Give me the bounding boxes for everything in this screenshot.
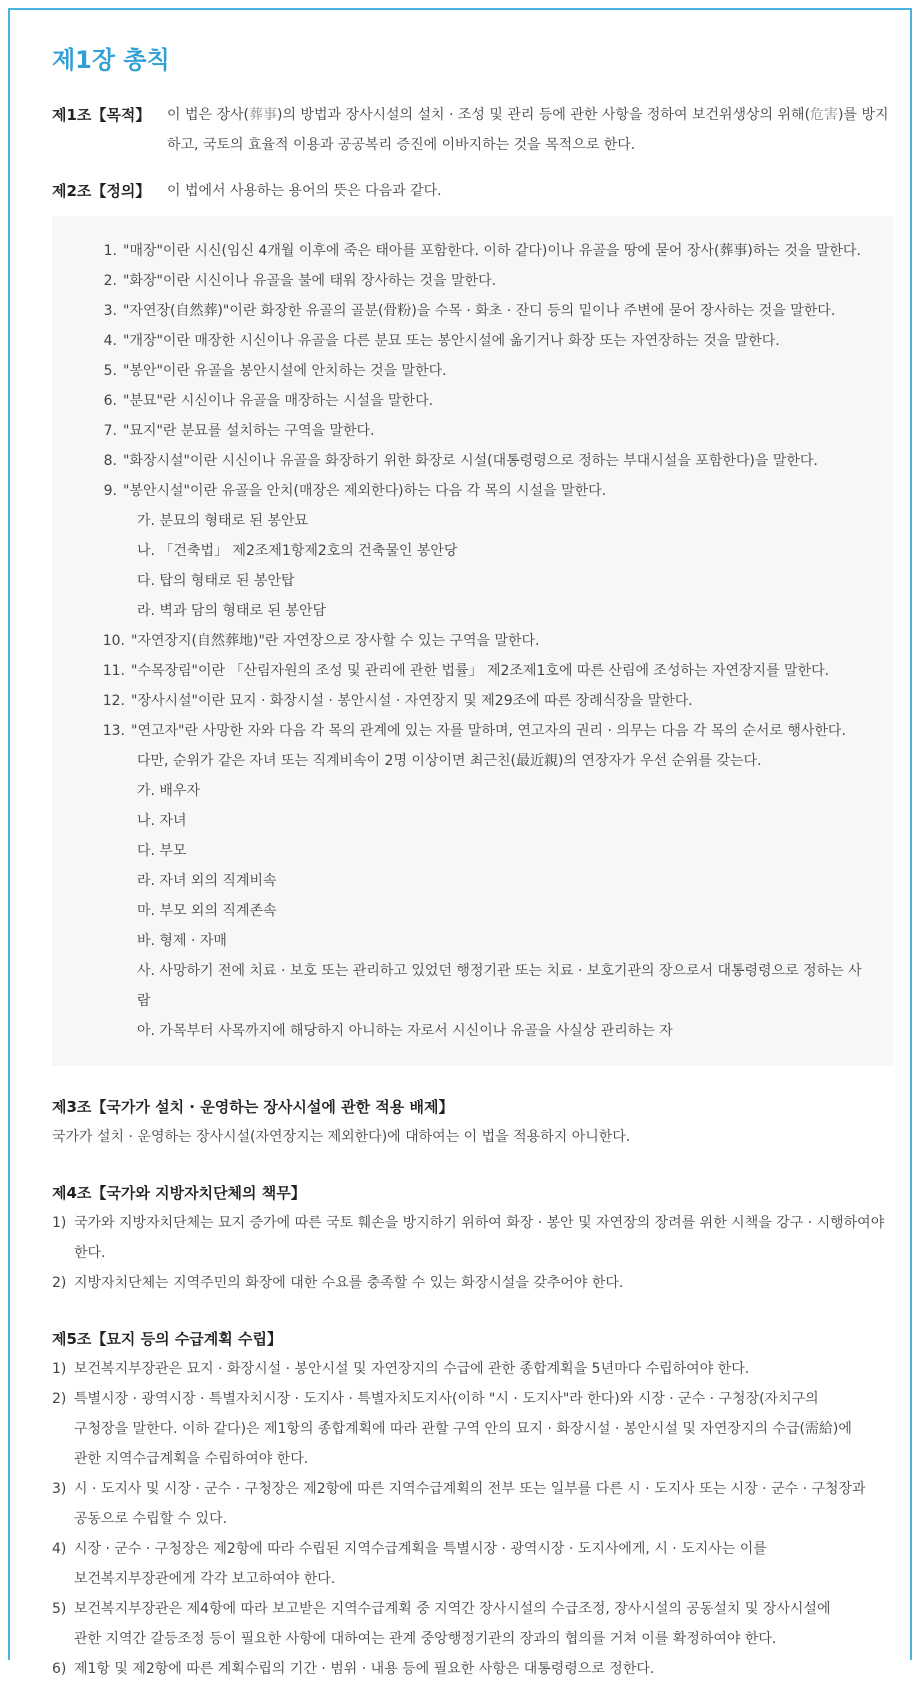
definition-text: "매장"이란 시신(임신 4개월 이후에 죽은 태아를 포함한다. 이하 같다)이나 유골을 땅에 묻어 장사(葬事)하는 것을 말한다. [123,243,861,259]
article-1-text [167,100,894,160]
definition-number: 10. [102,633,125,649]
item-line: 공동으로 수립할 수 있다. [74,1511,228,1527]
article-4-items [52,1208,894,1298]
definition-item [76,626,870,656]
item-number: 1) [52,1215,67,1231]
numbered-item [52,1534,894,1594]
definition-text: "자연장(自然葬)"이란 화장한 유골의 골분(骨粉)을 수목 · 화초 · 잔디 등의 밑이나 주변에 묻어 장사하는 것을 말한다. [123,303,836,319]
item-line: 관한 지역간 갈등조정 등이 필요한 사항에 대하여는 관계 중앙행정기관의 장과의 협의를 거쳐 이를 확정하여야 한다. [74,1631,777,1647]
definition-number: 11. [102,663,125,679]
definition-subitem: 다. 부모 [137,843,187,859]
definitions-list-b [76,626,870,746]
item-line: 시장 · 군수 · 구청장은 제2항에 따라 수립된 지역수급계획을 특별시장 · 광역시장 · 도지사에게, 시 · 도지사는 이를 [74,1541,767,1557]
definition-subitem: 나. 「건축법」 제2조제1항제2호의 건축물인 봉안당 [137,543,458,559]
definitions-list-a [76,236,870,506]
item-line: 보건복지부장관은 묘지 · 화장시설 · 봉안시설 및 자연장지의 수급에 관한 종합계획을 5년마다 수립하여야 한다. [74,1361,750,1377]
definition-number: 5. [103,363,117,379]
item-number: 6) [52,1661,67,1677]
item-number: 2) [52,1391,67,1407]
item-line: 제1항 및 제2항에 따른 계획수립의 기간 · 범위 · 내용 등에 필요한 사항은 대통령령으로 정한다. [74,1661,655,1677]
definition-text: "묘지"란 분묘를 설치하는 구역을 말한다. [123,423,375,439]
article-1-text-a: 이 법은 장사( [167,107,249,123]
definition-number: 2. [103,273,117,289]
definition-number: 7. [103,423,117,439]
item-number: 4) [52,1541,67,1557]
definition-number: 8. [103,453,117,469]
article-1-text-b: )의 방법과 장사시설의 설치 · 조성 및 관리 등에 관한 사항을 정하여 보건위생상의 위해( [276,107,811,123]
definition-number: 12. [102,693,125,709]
definitions-box [52,216,894,1066]
definition-subitem: 가. 분묘의 형태로 된 봉안묘 [137,513,309,529]
definition-text: "봉안"이란 유골을 봉안시설에 안치하는 것을 말한다. [123,363,447,379]
definition-item [76,356,870,386]
article-1-text-c: )를 방지하고, 국토의 효율적 이용과 공공복리 증진에 이바지하는 것을 목적으로 한다. [167,107,889,153]
definition-item [76,476,870,506]
definition-item [76,236,870,266]
item-text [74,1208,894,1268]
numbered-item [52,1384,894,1474]
article-4-title: 제4조【국가와 지방자치단체의 책무】 [52,1184,306,1202]
definition-item [76,656,870,686]
item-text [74,1654,894,1684]
article-5 [52,1324,894,1684]
hanja-b: 危害 [810,107,839,123]
definition-text: "봉안시설"이란 유골을 안치(매장은 제외한다)하는 다음 각 목의 시설을 말한다. [123,483,607,499]
article-1 [52,100,894,160]
item-number: 3) [52,1481,67,1497]
definition-text: "연고자"란 사망한 자와 다음 각 목의 관계에 있는 자를 말하며, 연고자의 권리 · 의무는 다음 각 목의 순서로 행사한다. [131,723,846,739]
definition-subitem: 가. 배우자 [137,783,200,799]
document-content [52,44,894,1684]
item-line: 특별시장 · 광역시장 · 특별자치시장 · 도지사 · 특별자치도지사(이하 "시 · 도지사"라 한다)와 시장 · 군수 · 구청장(자치구의 [74,1391,819,1407]
item-line: 보건복지부장관에게 각각 보고하여야 한다. [74,1571,336,1587]
item-line: 관한 지역수급계획을 수립하여야 한다. [74,1451,309,1467]
definition-text: "화장시설"이란 시신이나 유골을 화장하기 위한 화장로 시설(대통령령으로 정하는 부대시설을 포함한다)을 말한다. [123,453,818,469]
numbered-item [52,1654,894,1684]
definition-item [76,416,870,446]
article-3-title: 제3조【국가가 설치 · 운영하는 장사시설에 관한 적용 배제】 [52,1098,454,1116]
numbered-item [52,1268,894,1298]
article-2 [52,176,894,206]
numbered-item [52,1354,894,1384]
document-frame [8,8,912,1677]
definition-subitem: 다. 탑의 형태로 된 봉안탑 [137,573,295,589]
chapter-title: 제1장 총칙 [52,46,170,74]
definition-number: 1. [103,243,117,259]
item-text [74,1474,894,1534]
definition-number: 13. [102,723,125,739]
definition-text: "장사시설"이란 묘지 · 화장시설 · 봉안시설 · 자연장지 및 제29조에 따른 장례식장을 말한다. [131,693,693,709]
definition-subitem: 사. 사망하기 전에 치료 · 보호 또는 관리하고 있었던 행정기관 또는 치료 · 보호기관의 장으로서 대통령령으로 정하는 사람 [137,963,862,1009]
article-3 [52,1092,894,1152]
definition-number: 6. [103,393,117,409]
numbered-item [52,1208,894,1268]
item-number: 1) [52,1361,67,1377]
item-text [74,1594,894,1654]
definition-subitem: 아. 가목부터 사목까지에 해당하지 아니하는 자로서 시신이나 유골을 사실상 관리하는 자 [137,1023,673,1039]
hanja-a: 葬事 [248,107,277,123]
numbered-item [52,1594,894,1654]
item-13-subitems [76,776,870,1046]
definition-item [76,326,870,356]
definition-text: "화장"이란 시신이나 유골을 불에 태워 장사하는 것을 말한다. [123,273,497,289]
definition-number: 3. [103,303,117,319]
definition-text: "자연장지(自然葬地)"란 자연장으로 장사할 수 있는 구역을 말한다. [131,633,540,649]
definition-text: "분묘"란 시신이나 유골을 매장하는 시설을 말한다. [123,393,434,409]
definition-item [76,686,870,716]
item-number: 2) [52,1275,67,1291]
definition-subitem: 라. 벽과 담의 형태로 된 봉안담 [137,603,326,619]
definition-item [76,716,870,746]
definition-item [76,296,870,326]
item-13-continuation: 다만, 순위가 같은 자녀 또는 직계비속이 2명 이상이면 최근친(最近親)의 연장자가 우선 순위를 갖는다. [137,753,762,769]
article-2-text: 이 법에서 사용하는 용어의 뜻은 다음과 같다. [167,183,442,199]
item-line: 국가와 지방자치단체는 묘지 증가에 따른 국토 훼손을 방지하기 위하여 화장 · 봉안 및 자연장의 장려를 위한 시책을 강구 · 시행하여야 한다. [74,1215,885,1261]
article-5-title: 제5조【묘지 등의 수급계획 수립】 [52,1330,282,1348]
article-1-label: 제1조【목적】 [52,106,151,124]
definition-subitem: 마. 부모 외의 직계존속 [137,903,277,919]
definition-item [76,266,870,296]
item-line: 보건복지부장관은 제4항에 따라 보고받은 지역수급계획 중 지역간 장사시설의 수급조정, 장사시설의 공동설치 및 장사시설에 [74,1601,831,1617]
definition-subitem: 라. 자녀 외의 직계비속 [137,873,277,889]
definition-subitem: 바. 형제 · 자매 [137,933,227,949]
item-line: 시 · 도지사 및 시장 · 군수 · 구청장은 제2항에 따른 지역수급계획의 전부 또는 일부를 다른 시 · 도지사 또는 시장 · 군수 · 구청장과 [74,1481,866,1497]
definition-number: 4. [103,333,117,349]
definition-item [76,386,870,416]
definition-number: 9. [103,483,117,499]
item-text [74,1268,894,1298]
definition-text: "수목장림"이란 「산림자원의 조성 및 관리에 관한 법률」 제2조제1호에 따른 산림에 조성하는 자연장지를 말한다. [131,663,830,679]
article-3-text: 국가가 설치 · 운영하는 장사시설(자연장지는 제외한다)에 대하여는 이 법을 적용하지 아니한다. [52,1129,631,1145]
definition-item [76,446,870,476]
item-line: 구청장을 말한다. 이하 같다)은 제1항의 종합계획에 따라 관할 구역 안의 묘지 · 화장시설 · 봉안시설 및 자연장지의 수급(需給)에 [74,1421,852,1437]
item-line: 지방자치단체는 지역주민의 화장에 대한 수요를 충족할 수 있는 화장시설을 갖추어야 한다. [74,1275,624,1291]
item-text [74,1354,894,1384]
item-9-subitems [76,506,870,626]
item-number: 5) [52,1601,67,1617]
article-5-items [52,1354,894,1684]
item-text [74,1384,894,1474]
numbered-item [52,1474,894,1534]
article-4 [52,1178,894,1298]
article-2-label: 제2조【정의】 [52,182,151,200]
item-text [74,1534,894,1594]
definition-text: "개장"이란 매장한 시신이나 유골을 다른 분묘 또는 봉안시설에 옮기거나 화장 또는 자연장하는 것을 말한다. [123,333,780,349]
definition-subitem: 나. 자녀 [137,813,187,829]
